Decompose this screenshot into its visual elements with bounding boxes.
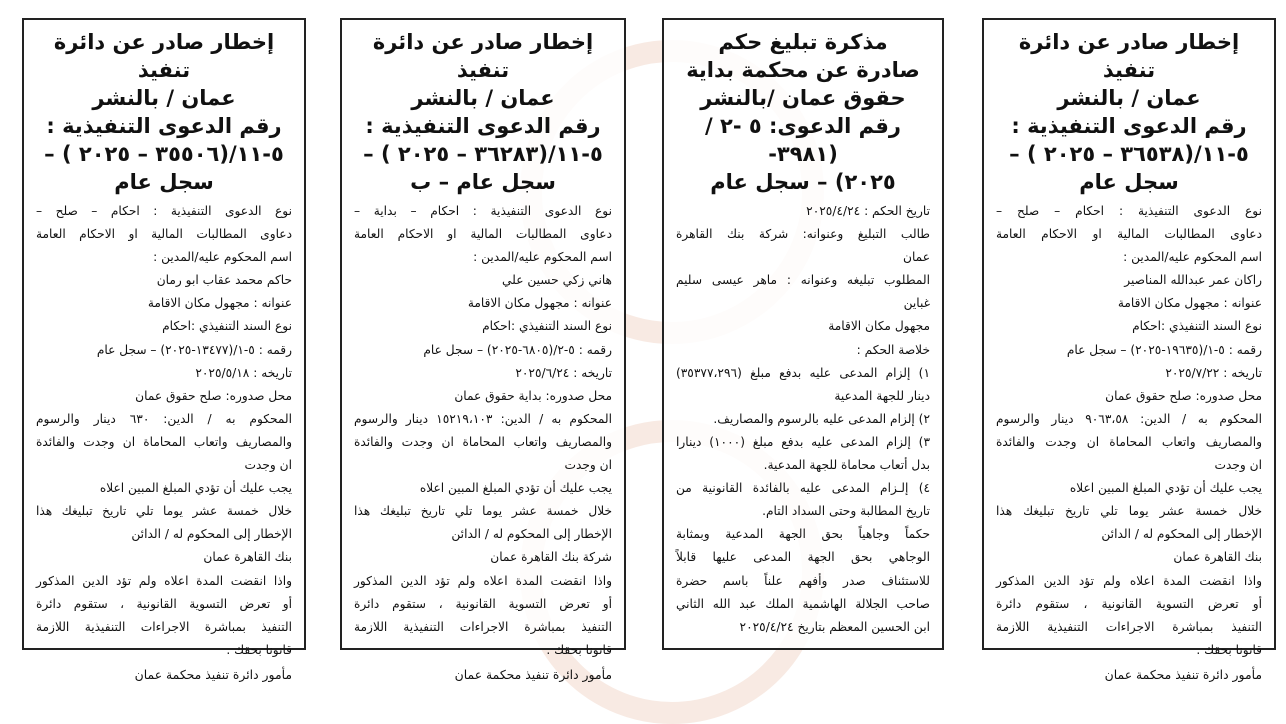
- body-line: حاكم محمد عقاب ابو رمان: [156, 273, 292, 288]
- notice-execution-36283: [340, 18, 626, 682]
- title-line: رقم الدعوى التنفيذية :: [1011, 114, 1247, 138]
- body-line: ان وجدت: [564, 458, 612, 473]
- body-line: عنوانه : مجهول مكان الاقامة: [467, 296, 612, 311]
- body-line: هاني زكي حسين علي: [502, 273, 612, 288]
- body-line: يجب عليك أن تؤدي المبلغ المبين اعلاه: [99, 481, 292, 496]
- title-line: ٥-١١/(٣٦٥٣٨ – ٢٠٢٥ ) –: [1009, 142, 1249, 166]
- body-line: خلال خمسة عشر يوما تلي تاريخ تبليغك هذا: [996, 504, 1262, 519]
- body-line: ٢) إلزام المدعى عليه بالرسوم والمصاريف.: [713, 411, 930, 426]
- body-line: واذا انقضت المدة اعلاه ولم تؤد الدين المذكور: [36, 573, 292, 588]
- body-line: محل صدوره: بداية حقوق عمان: [454, 388, 612, 403]
- body-line: رقمه : ٥-٢/(٦٨٠٥-٢٠٢٥) – سجل عام: [423, 342, 612, 357]
- body-line: واذا انقضت المدة اعلاه ولم تؤد الدين المذكور: [354, 573, 612, 588]
- notice-body: [36, 200, 292, 662]
- body-line: ان وجدت: [244, 458, 292, 473]
- body-line: ابن الحسين المعظم بتاريخ ٢٠٢٥/٤/٢٤: [739, 619, 930, 634]
- body-line: ان وجدت: [1214, 458, 1262, 473]
- body-line: التنفيذ بمباشرة الاجراءات التنفيذية اللازمة: [354, 619, 612, 634]
- body-line: عمان: [903, 250, 930, 265]
- body-line: رقمه : ٥-١/(١٣٤٧٧-٢٠٢٥) – سجل عام: [96, 342, 292, 357]
- body-line: قانونا بحقك .: [1196, 642, 1262, 657]
- notice-body: [354, 200, 612, 662]
- title-line: سجل عام: [1079, 170, 1179, 194]
- title-line: إخطار صادر عن دائرة تنفيذ: [372, 30, 594, 82]
- body-line: واذا انقضت المدة اعلاه ولم تؤد الدين المذكور: [996, 573, 1262, 588]
- body-line: للاستئناف صدر وأفهم علناً باسم حضرة: [676, 573, 930, 588]
- body-line: الإخطار إلى المحكوم له / الدائن: [131, 527, 292, 542]
- body-line: نوع الدعوى التنفيذية : احكام – صلح –: [36, 204, 292, 218]
- body-line: التنفيذ بمباشرة الاجراءات التنفيذية اللازمة: [36, 619, 292, 634]
- body-line: محل صدوره: صلح حقوق عمان: [135, 388, 292, 403]
- title-line: سجل عام: [114, 170, 214, 194]
- body-line: أو تعرض التسوية القانونية ، ستقوم دائرة: [354, 596, 612, 611]
- notice-judgment-3981: [662, 18, 944, 650]
- notice-execution-35506: [22, 18, 306, 682]
- body-line: المحكوم به / الدين: ١٥٢١٩،١٠٣ دينار والرسوم: [354, 411, 612, 426]
- body-line: يجب عليك أن تؤدي المبلغ المبين اعلاه: [419, 481, 612, 496]
- body-line: رقمه : ٥-١/(١٩٦٣٥-٢٠٢٥) – سجل عام: [1066, 342, 1262, 357]
- body-line: أو تعرض التسوية القانونية ، ستقوم دائرة: [996, 596, 1262, 611]
- body-line: اسم المحكوم عليه/المدين :: [473, 250, 612, 265]
- body-line: المحكوم به / الدين: ٩٠٦٣،٥٨ دينار والرسوم: [996, 411, 1262, 426]
- notice-signature: مأمور دائرة تنفيذ محكمة عمان: [1104, 666, 1262, 682]
- notice-body: [996, 200, 1262, 662]
- body-line: صاحب الجلالة الهاشمية الملك عبد الله الثاني: [676, 596, 930, 611]
- title-line: عمان / بالنشر: [92, 86, 236, 110]
- body-line: دعاوى المطالبات المالية او الاحكام العامة: [996, 227, 1262, 242]
- body-line: محل صدوره: صلح حقوق عمان: [1105, 388, 1262, 403]
- body-line: تاريخه : ٢٠٢٥/٧/٢٢: [1165, 365, 1262, 380]
- body-line: ٣) إلزام المدعى عليه بدفع مبلغ (١٠٠٠) دينارا: [676, 434, 930, 449]
- title-line: ٥-١١/(٣٥٥٠٦ – ٢٠٢٥ ) –: [44, 142, 284, 166]
- notice-signature: مأمور دائرة تنفيذ محكمة عمان: [454, 666, 612, 682]
- title-line: إخطار صادر عن دائرة تنفيذ: [53, 30, 275, 82]
- body-line: ٤) إلـزام المدعى عليه بالفائدة القانونية من: [676, 481, 930, 496]
- body-line: اسم المحكوم عليه/المدين :: [1123, 250, 1262, 265]
- body-line: والمصاريف واتعاب المحاماة ان وجدت والفائدة: [996, 434, 1262, 449]
- body-line: تاريخه : ٢٠٢٥/٥/١٨: [195, 365, 292, 380]
- body-line: نوع السند التنفيذي :احكام: [482, 319, 612, 334]
- body-line: قانونا بحقك .: [226, 642, 292, 657]
- body-line: دعاوى المطالبات المالية او الاحكام العامة: [36, 227, 292, 242]
- title-line: رقم الدعوى: ٥ -٢ / (٣٩٨١-: [705, 114, 901, 166]
- body-line: خلال خمسة عشر يوما تلي تاريخ تبليغك هذا: [36, 504, 292, 519]
- body-line: تاريخه : ٢٠٢٥/٦/٢٤: [515, 365, 612, 380]
- body-line: نوع السند التنفيذي :احكام: [162, 319, 292, 334]
- body-line: بنك القاهرة عمان: [203, 550, 292, 565]
- body-line: مجهول مكان الاقامة: [828, 319, 930, 334]
- body-line: والمصاريف واتعاب المحاماة ان وجدت والفائدة: [354, 434, 612, 449]
- body-line: طالب التبليغ وعنوانه: شركة بنك القاهرة: [676, 227, 930, 242]
- body-line: المطلوب تبليغه وعنوانه : ماهر عيسى سليم: [676, 273, 930, 288]
- body-line: تاريخ الحكم : ٢٠٢٥/٤/٢٤: [806, 204, 930, 218]
- body-line: والمصاريف واتعاب المحاماة ان وجدت والفائدة: [36, 434, 292, 449]
- title-line: سجل عام – ب: [410, 170, 556, 194]
- body-line: عنوانه : مجهول مكان الاقامة: [147, 296, 292, 311]
- title-line: ٢٠٢٥) – سجل عام: [710, 170, 896, 194]
- body-line: التنفيذ بمباشرة الاجراءات التنفيذية اللازمة: [996, 619, 1262, 634]
- title-line: صادرة عن محكمة بداية: [686, 58, 920, 82]
- notice-title: [676, 28, 930, 196]
- body-line: حكماً وجاهياً بحق الجهة المدعية وبمثابة: [676, 527, 930, 542]
- title-line: مذكرة تبليغ حكم: [718, 30, 888, 54]
- body-line: شركة بنك القاهرة عمان: [490, 550, 612, 565]
- body-line: دعاوى المطالبات المالية او الاحكام العامة: [354, 227, 612, 242]
- body-line: الوجاهي بحق الجهة المدعى عليها قابلاً: [676, 550, 930, 565]
- body-line: الإخطار إلى المحكوم له / الدائن: [1101, 527, 1262, 542]
- notice-title: [996, 28, 1262, 196]
- title-line: رقم الدعوى التنفيذية :: [365, 114, 601, 138]
- body-line: أو تعرض التسوية القانونية ، ستقوم دائرة: [36, 596, 292, 611]
- body-line: غباين: [903, 296, 930, 311]
- body-line: قانونا بحقك .: [546, 642, 612, 657]
- notice-title: [354, 28, 612, 196]
- body-line: الإخطار إلى المحكوم له / الدائن: [451, 527, 612, 542]
- title-line: رقم الدعوى التنفيذية :: [46, 114, 282, 138]
- body-line: دينار للجهة المدعية: [834, 388, 930, 403]
- body-line: خلال خمسة عشر يوما تلي تاريخ تبليغك هذا: [354, 504, 612, 519]
- body-line: ١) إلزام المدعى عليه بدفع مبلغ (٣٥٣٧٧،٢٩٦): [676, 365, 930, 380]
- body-line: بنك القاهرة عمان: [1173, 550, 1262, 565]
- notice-execution-36538: [982, 18, 1276, 682]
- title-line: عمان / بالنشر: [1057, 86, 1201, 110]
- body-line: يجب عليك أن تؤدي المبلغ المبين اعلاه: [1069, 481, 1262, 496]
- title-line: ٥-١١/(٣٦٢٨٣ – ٢٠٢٥ ) –: [363, 142, 603, 166]
- body-line: نوع الدعوى التنفيذية : احكام – صلح –: [996, 204, 1262, 218]
- body-line: نوع السند التنفيذي :احكام: [1132, 319, 1262, 334]
- body-line: بدل أتعاب محاماة للجهة المدعية.: [763, 458, 930, 473]
- body-line: عنوانه : مجهول مكان الاقامة: [1117, 296, 1262, 311]
- title-line: إخطار صادر عن دائرة تنفيذ: [1018, 30, 1240, 82]
- body-line: تاريخ المطالبة وحتى السداد التام.: [762, 504, 930, 519]
- body-line: نوع الدعوى التنفيذية : احكام – بداية –: [354, 204, 612, 218]
- notice-title: [36, 28, 292, 196]
- body-line: اسم المحكوم عليه/المدين :: [153, 250, 292, 265]
- body-line: خلاصة الحكم :: [856, 342, 930, 357]
- title-line: حقوق عمان /بالنشر: [700, 86, 906, 110]
- body-line: المحكوم به / الدين: ٦٣٠ دينار والرسوم: [36, 411, 293, 426]
- notice-body: [676, 200, 930, 639]
- title-line: عمان / بالنشر: [411, 86, 555, 110]
- body-line: راكان عمر عبدالله المناصير: [1124, 273, 1262, 288]
- notice-signature: مأمور دائرة تنفيذ محكمة عمان: [134, 666, 292, 682]
